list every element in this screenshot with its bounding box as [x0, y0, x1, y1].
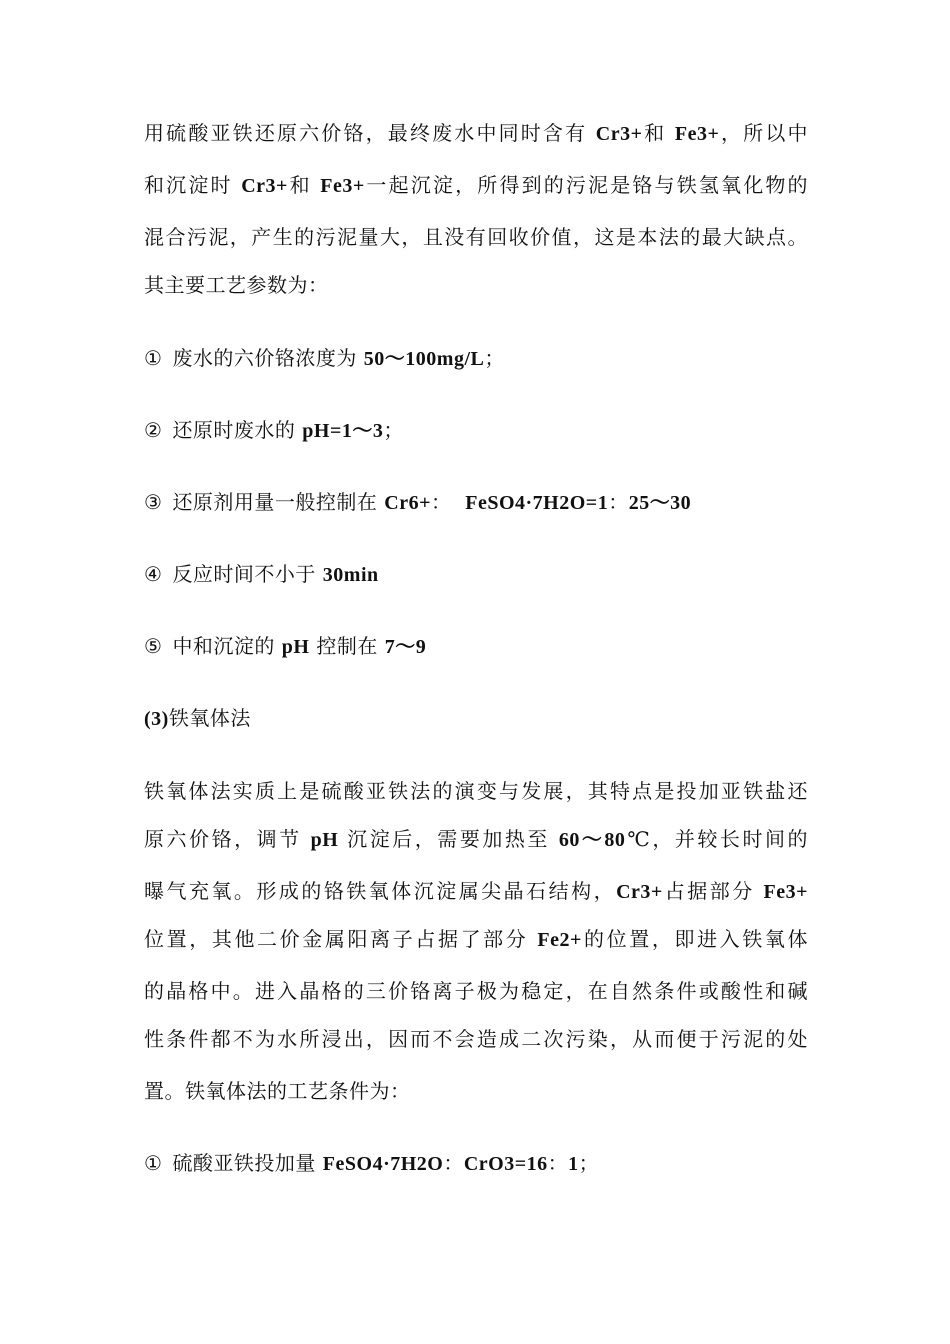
- text-run: ；: [484, 346, 505, 370]
- text-run: 曝气充氧。形成的铬铁氧体沉淀属尖晶石结构，: [144, 879, 617, 903]
- list-number: ⑤: [144, 634, 163, 658]
- bold-term: CrO3=16: [463, 1153, 548, 1175]
- text-run: 铁氧体法实质上是硫酸亚铁法的演变与发展，其特点是投加亚铁盐还: [144, 779, 808, 803]
- text-run: 其主要工艺参数为：: [144, 273, 329, 297]
- text-run: 和: [287, 173, 321, 197]
- bold-term: FeSO4·7H2O: [322, 1153, 444, 1175]
- list-item: [144, 634, 426, 659]
- text-run: 一起沉淀，所得到的污泥是铬与铁氢氧化物的: [364, 173, 809, 197]
- list-item: [144, 418, 404, 443]
- text-run: 反应时间不小于: [172, 562, 323, 586]
- bold-term: Cr6+: [384, 492, 432, 514]
- text-run: 的晶格中。进入晶格的三价铬离子极为稳定，在自然条件或酸性和碱: [144, 979, 808, 1003]
- text-line: [144, 979, 808, 1003]
- text-run: 混合污泥，产生的污泥量大，且没有回收价值，这是本法的最大缺点。: [144, 225, 808, 249]
- bold-term: Cr3+: [616, 881, 663, 903]
- list-number: ①: [144, 1151, 163, 1175]
- text-line: [144, 827, 808, 852]
- text-run: ，所以中: [719, 121, 809, 145]
- text-run: 还原时废水的: [172, 418, 303, 442]
- list-number: ④: [144, 562, 163, 586]
- text-run: 用硫酸亚铁还原六价铬，最终废水中同时含有: [144, 121, 596, 145]
- list-item: [144, 1151, 599, 1176]
- text-run: 原六价铬，调节: [144, 827, 311, 851]
- text-line: [144, 927, 808, 952]
- bold-term: 25～30: [628, 492, 692, 514]
- text-line: [144, 879, 808, 904]
- list-item: [144, 490, 691, 515]
- bold-term: 7～9: [384, 636, 427, 658]
- text-run: 还原剂用量一般控制在: [172, 490, 385, 514]
- bold-term: 50～100mg/L: [363, 348, 485, 370]
- text-run: ：: [608, 490, 629, 514]
- bold-term: pH=1～3: [302, 420, 384, 442]
- bold-term: Cr3+: [241, 175, 288, 197]
- bold-term: 60～80: [558, 829, 626, 851]
- bold-term: 30min: [322, 564, 379, 586]
- text-run: ℃，并较长时间的: [625, 827, 809, 851]
- bold-term: 1: [568, 1153, 579, 1175]
- text-run: 的位置，即进入铁氧体: [581, 927, 809, 951]
- list-number: ②: [144, 418, 163, 442]
- list-item: [144, 346, 505, 371]
- text-run: 位置，其他二价金属阳离子占据了部分: [144, 927, 538, 951]
- text-run: 控制在: [309, 634, 385, 658]
- text-line: [144, 779, 808, 803]
- text-line: [144, 1027, 808, 1051]
- bold-term: pH: [281, 636, 310, 658]
- text-line: [144, 1079, 411, 1103]
- text-run: 和沉淀时: [144, 173, 242, 197]
- text-run: 铁氧体法: [168, 706, 251, 730]
- text-line: [144, 173, 808, 198]
- bold-term: Fe3+: [320, 175, 365, 197]
- text-run: 和: [642, 121, 675, 145]
- bold-term: Fe3+: [763, 881, 809, 903]
- bold-term: (3): [144, 708, 169, 730]
- text-run: ：: [547, 1151, 569, 1175]
- list-number: ①: [144, 346, 163, 370]
- text-run: 硫酸亚铁投加量: [172, 1151, 323, 1175]
- heading-line: [144, 706, 251, 731]
- bold-term: Fe2+: [537, 929, 582, 951]
- text-line: [144, 273, 329, 297]
- text-line: [144, 225, 808, 249]
- text-run: ；: [383, 418, 404, 442]
- bold-term: FeSO4·7H2O=1: [465, 492, 609, 514]
- text-run: ：: [431, 490, 466, 514]
- text-run: 置。铁氧体法的工艺条件为：: [144, 1079, 411, 1103]
- text-run: 占据部分: [662, 879, 764, 903]
- list-item: [144, 562, 379, 587]
- text-run: ：: [443, 1151, 464, 1175]
- text-run: 中和沉淀的: [172, 634, 282, 658]
- text-run: 废水的六价铬浓度为: [172, 346, 364, 370]
- text-run: ；: [578, 1151, 600, 1175]
- bold-term: Fe3+: [674, 123, 720, 145]
- bold-term: Cr3+: [595, 123, 643, 145]
- bold-term: pH: [310, 829, 339, 851]
- text-run: 性条件都不为水所浸出，因而不会造成二次污染，从而便于污泥的处: [144, 1027, 808, 1051]
- list-number: ③: [144, 490, 163, 514]
- text-run: 沉淀后，需要加热至: [338, 827, 559, 851]
- text-line: [144, 121, 808, 146]
